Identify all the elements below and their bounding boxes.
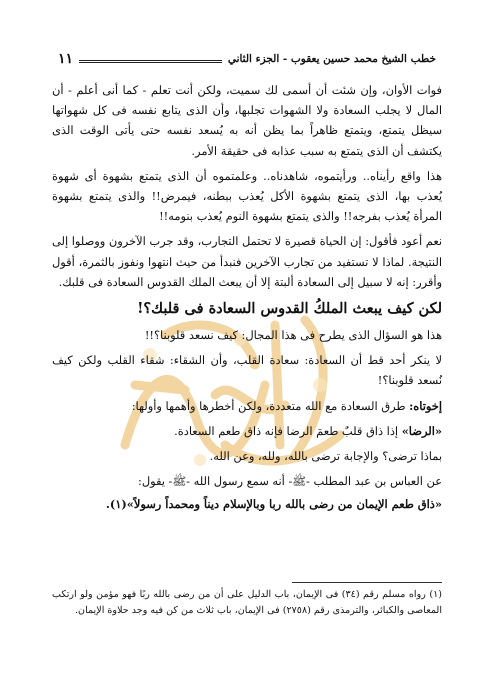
paragraph: عن العباس بن عبد المطلب -ﷺ- أنه سمع رسول الله -ﷺ- يقول:	[137, 474, 442, 489]
rida-text: إذا ذاق قلبٌ طعمَ الرضا فإنه ذاق طعم السعادة.	[174, 423, 402, 438]
ikhwati-lead: إخوتاه:	[409, 398, 442, 413]
paragraph: بماذا ترضى؟ والإجابة ترضى بالله، ولله، وعن الله.	[209, 449, 442, 464]
hadith-quote: «ذاق طعم الإيمان من رضى بالله ربا وبالإسلام ديناً ومحمداً رسولاً»(١).	[105, 497, 442, 512]
rida-lead: «الرضا»	[401, 423, 442, 438]
paragraph	[52, 396, 442, 416]
page-number: ١١	[58, 51, 74, 67]
paragraph: هذا واقع رأيناه.. ورأيتموه، شاهدناه.. وعلمتموه أن الذى يتمتع بشهوة أى شهوة يُعذب بها، الذى يتمتع بشهوة الأكل يُعذب ببطنه، فيمرض!! والذى يتمتع بشهوة المرأة يُعذب بفرجه!! والذى يتمتع بشهوة النوم يُعذب بنومه!!	[52, 168, 442, 224]
footnote: (١) رواه مسلم رقم (٣٤) فى الإيمان، باب الدليل على أن من رضى بالله ربًا فهو مؤمن ولو ارتكب المعاصى والكبائر، والترمذى رقم (٢٧٥٨) فى الإيمان، باب ثلاث من كن فيه وجد حلاوة الإيمان.	[52, 589, 442, 616]
footnote-separator	[292, 582, 442, 583]
section-heading: لكن كيف يبعث الملكُ القدوس السعادة فى قلبك؟!	[137, 300, 442, 318]
footnotes	[52, 582, 442, 619]
running-header	[58, 50, 436, 68]
paragraph: نعم أعود فأقول: إن الحياة قصيرة لا تحتمل التجارب، وقد جرب الآخرون ووصلوا إلى النتيجة. لماذا لا تستفيد من تجارب الآخرين فنبدأ من حيث انتهوا ونفوز بالثمرة، أقول وأقرر: إنه لا سبيل إلى السعادة ألبتة إلا أن يبعث الملك القدوس السعادة فى قلبك.	[52, 234, 442, 289]
paragraph: لا ينكر أحد قط أن السعادة: سعادة القلب، وأن الشقاء: شقاء القلب ولكن كيف نُسعد قلوبنا؟!	[52, 353, 442, 388]
running-title: خطب الشيخ محمد حسين يعقوب - الجزء الثاني	[227, 53, 436, 65]
main-text	[52, 80, 442, 520]
question-paragraph: هذا هو السؤال الذى يطرح فى هذا المجال: كيف نسعد قلوبنا؟!!	[144, 328, 442, 343]
paragraph	[52, 421, 442, 441]
ikhwati-text: طرق السعادة مع الله متعددة، ولكن أخطرها وأهمها وأولها:	[131, 398, 410, 413]
header-rule	[79, 60, 222, 63]
paragraph: فوات الأوان، وإن شئت أن أسمى لك سميت، ولكن أنت تعلم - كما أنى أعلم - أن المال لا يجلب السعادة ولا الشهوات تجلبها، وأن الذى يتابع نفسه فى كل شهواتها سيظل يتمتع، ويتمتع ظاهراً بما يظن أنه به يُسعد نفسه حتى يأتى الوقت الذى يكتشف أن الذى يتمتع به سبب عذابه فى حقيقة الأمر.	[52, 83, 442, 158]
